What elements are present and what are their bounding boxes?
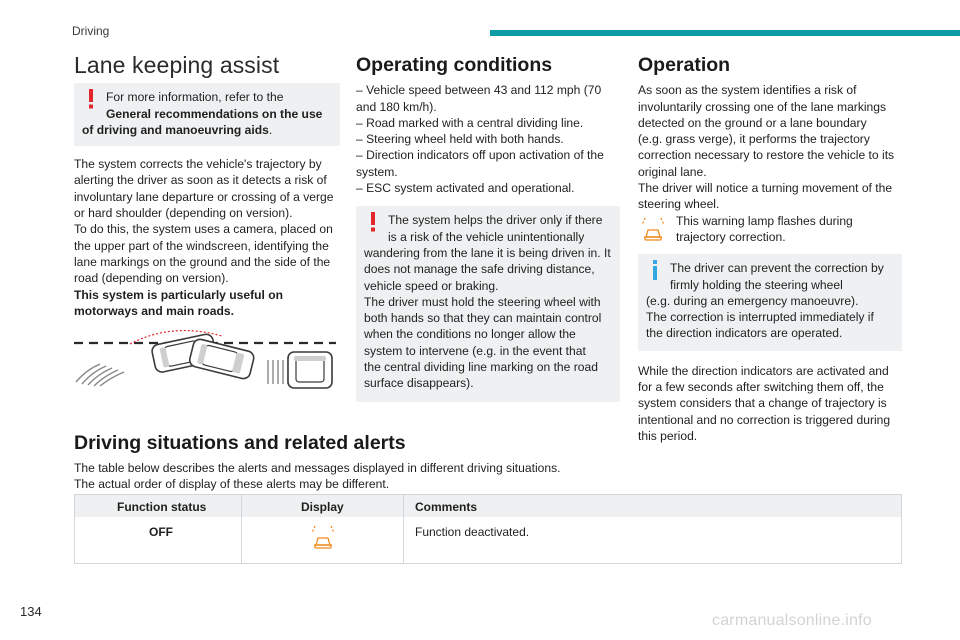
intro-paragraph: The system corrects the vehicle's trajectory by alerting the driver as soon as it detects a risk of involuntary lane departure or crossing of a verge or hard shoulder (depending on version). To do this, the system uses a camera, placed on the upper part of the windscreen, identifying the lane markings on the ground and the side of the road (depending on version). This system is particularly useful on motorways and main roads. bbox=[74, 156, 340, 319]
column-divider bbox=[403, 495, 404, 563]
list-item: – Road marked with a central dividing line. bbox=[356, 115, 584, 130]
column-header-display: Display bbox=[301, 500, 344, 514]
table-header bbox=[75, 495, 901, 517]
info-note: The driver can prevent the correction by firmly holding the steering wheel (e.g. during an emergency manoeuvre). The correction is interrupted immediately if the direction indicators are operated. bbox=[638, 254, 902, 350]
list-item: – Steering wheel held with both hands. bbox=[356, 132, 564, 147]
warning-exclamation-icon bbox=[367, 212, 379, 232]
lane-keeping-lamp-icon bbox=[308, 523, 338, 551]
section-title-conditions: Operating conditions bbox=[356, 54, 553, 76]
page-number: 134 bbox=[20, 604, 42, 619]
list-item: system. bbox=[356, 164, 398, 179]
warning-note: The system helps the driver only if there is a risk of the vehicle unintentionally wandering from the lane it is being driven in. It does not manage the safe driving distance, vehicle speed or braking. The driver must hold the steering wheel with both hands so that they can maintain control when the conditions no longer allow the system to intervene (e.g. in the event that the central dividing line marking on the road surface disappears). bbox=[356, 206, 620, 401]
note-line: of driving and manoeuvring aids. bbox=[82, 122, 273, 137]
table-row bbox=[75, 517, 901, 563]
lane-keeping-illustration bbox=[72, 322, 338, 390]
operation-paragraph: As soon as the system identifies a risk of involuntarily crossing one of the lane markings detected on the ground or a lane boundary (e.g. grass verge), it performs the trajectory correction necessary to restore the vehicle to its original lane. The driver will notice a turning movement of the steering wheel. bbox=[638, 83, 895, 212]
header-accent-bar bbox=[490, 30, 960, 36]
site-watermark: carmanualsonline.info bbox=[712, 612, 872, 629]
comment-cell: Function deactivated. bbox=[415, 525, 530, 539]
reference-note bbox=[74, 83, 340, 146]
column-lane-keeping bbox=[74, 52, 340, 319]
section-title-operation: Operation bbox=[638, 54, 731, 76]
alerts-table bbox=[74, 494, 902, 564]
column-header-comments: Comments bbox=[415, 500, 478, 514]
list-item: – Vehicle speed between 43 and 112 mph (70 bbox=[356, 83, 602, 98]
warning-exclamation-icon bbox=[85, 89, 97, 109]
highlight-text: motorways and main roads. bbox=[74, 303, 234, 318]
warning-lamp-row: This warning lamp flashes during trajectory correction. bbox=[638, 213, 902, 246]
lane-keeping-lamp-icon bbox=[638, 215, 668, 243]
column-operating-conditions bbox=[356, 55, 620, 412]
running-header: Driving bbox=[72, 24, 110, 38]
indicator-paragraph: While the direction indicators are activated and for a few seconds after switching them off, the system considers that a change of trajectory is intentional and no correction is triggered during this period. bbox=[638, 363, 891, 443]
column-divider bbox=[241, 495, 242, 563]
list-item: – Direction indicators off upon activation of the bbox=[356, 148, 604, 163]
highlight-text: This system is particularly useful on bbox=[74, 287, 284, 302]
column-header-status: Function status bbox=[117, 500, 207, 514]
note-line: For more information, refer to the bbox=[106, 90, 284, 105]
status-cell: OFF bbox=[149, 525, 173, 539]
column-operation bbox=[638, 55, 902, 444]
note-link-text: of driving and manoeuvring aids bbox=[82, 122, 269, 137]
list-item: and 180 km/h). bbox=[356, 99, 437, 114]
conditions-list bbox=[356, 82, 620, 196]
section-title-alerts: Driving situations and related alerts bbox=[74, 432, 406, 454]
list-item: – ESC system activated and operational. bbox=[356, 181, 575, 196]
note-link-text: General recommendations on the use bbox=[106, 106, 323, 121]
info-icon bbox=[649, 260, 661, 280]
alerts-intro: The table below describes the alerts and messages displayed in different driving situations. The actual order of display of these alerts may be different. bbox=[74, 461, 561, 491]
page-title: Lane keeping assist bbox=[74, 52, 280, 78]
